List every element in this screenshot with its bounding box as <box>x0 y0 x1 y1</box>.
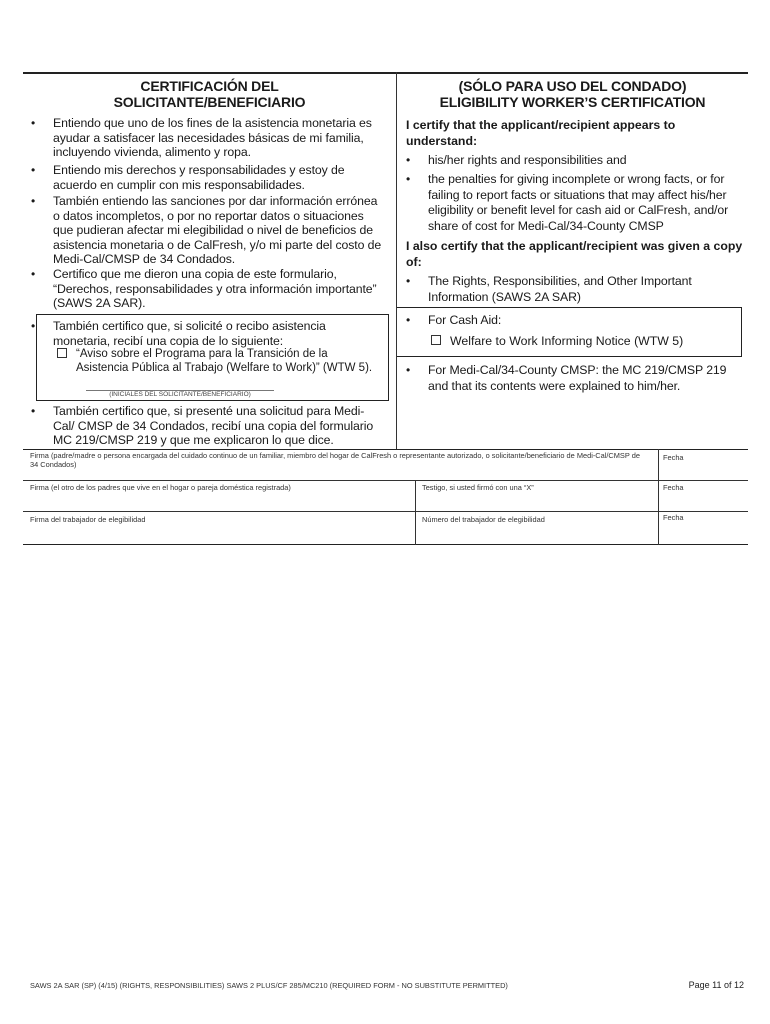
list-item <box>31 116 383 160</box>
table-rule <box>23 480 748 481</box>
list-item <box>406 363 746 394</box>
list-item <box>406 172 746 234</box>
bullet-text: For Medi-Cal/34-County CMSP: the MC 219/CMSP 219 and that its contents were explained to him/her. <box>428 363 727 393</box>
bullet-text: For Cash Aid: <box>428 313 502 327</box>
column-divider <box>396 72 397 449</box>
page-number: Page 11 of 12 <box>688 980 744 990</box>
bullet-icon: • <box>31 319 36 333</box>
certification-statement: I also certify that the applicant/recipient was given a copy of: <box>406 239 743 269</box>
list-item <box>31 163 383 192</box>
signature-field-label: Firma (padre/madre o persona encargada del cuidado continuo de un familiar, miembro del hogar de CalFresh o representante autorizado, o solicitante/beneficiario de Medi-Cal/CMSP de 34 Condados) <box>30 451 640 469</box>
bullet-text: Certifico que me dieron una copia de este formulario, “Derechos, responsabilidades y otra información importante” (SAWS 2A SAR). <box>53 267 377 311</box>
worker-certification-header <box>397 78 748 110</box>
worker-number-label: Número del trabajador de elegibilidad <box>422 515 545 524</box>
top-rule <box>23 72 748 74</box>
list-item <box>406 313 746 328</box>
date-field-label: Fecha <box>663 483 684 492</box>
table-rule <box>23 511 748 512</box>
bullet-icon: • <box>31 267 36 281</box>
bullet-text: the penalties for giving incomplete or wrong facts, or for failing to report facts or situations that may affect his/her eligibility or benefit level for cash aid or CalFresh, and/or share of cost for Medi-Cal/34-County CMSP <box>428 172 729 233</box>
wtw5-checkbox-item <box>76 347 378 375</box>
bullet-icon: • <box>406 313 411 327</box>
bullet-icon: • <box>406 274 411 288</box>
wtw5-checkbox-item <box>450 334 740 348</box>
form-footer-id: SAWS 2A SAR (SP) (4/15) (RIGHTS, RESPONSIBILITIES) SAWS 2 PLUS/CF 285/MC210 (REQUIRED FORM - NO SUBSTITUTE PERMITTED) <box>30 981 508 990</box>
bullet-icon: • <box>31 163 36 177</box>
table-rule <box>658 449 659 545</box>
table-rule <box>415 480 416 545</box>
date-field-label: Fecha <box>663 513 684 522</box>
list-item <box>31 194 383 267</box>
bullet-text: También entiendo las sanciones por dar información errónea o datos incompletos, o por no reportar datos o situaciones que pudieran afectar mi elegibilidad o nivel de beneficios de asistencia monetaria o de CalFresh, y/o mi parte del costo de Medi-Cal/CMSP de 34 Condados. <box>53 194 382 267</box>
list-item <box>406 274 746 305</box>
bullet-text: his/her rights and responsibilities and <box>428 153 627 167</box>
bullet-icon: • <box>31 116 36 130</box>
signature-field-label: Firma (el otro de los padres que vive en el hogar o pareja doméstica registrada) <box>30 483 291 492</box>
bullet-icon: • <box>406 363 411 377</box>
list-item <box>31 404 378 448</box>
header-line: CERTIFICACIÓN DEL <box>140 78 279 94</box>
initials-label: (INICIALES DEL SOLICITANTE/BENEFICIARIO) <box>109 391 251 398</box>
signature-field-label: Firma del trabajador de elegibilidad <box>30 515 146 524</box>
header-line: ELIGIBILITY WORKER’S CERTIFICATION <box>439 94 706 110</box>
header-line: SOLICITANTE/BENEFICIARIO <box>113 94 306 110</box>
bullet-text: También certifico que, si solicité o recibo asistencia monetaria, recibí una copia de lo siguiente: <box>53 319 326 348</box>
bullet-icon: • <box>406 172 411 186</box>
bullet-icon: • <box>31 194 36 208</box>
checkbox[interactable] <box>431 335 441 345</box>
checkbox[interactable] <box>57 348 67 358</box>
bullet-text: Entiendo que uno de los fines de la asistencia monetaria es ayudar a satisfacer las necesidades básicas de mi familia, incluyendo vivienda, alimento y ropa. <box>53 116 372 160</box>
witness-field-label: Testigo, si usted firmó con una “X” <box>422 483 534 492</box>
applicant-certification-header <box>23 78 396 110</box>
list-item <box>31 267 383 311</box>
list-item <box>406 153 746 168</box>
date-field-label: Fecha <box>663 453 684 462</box>
bullet-text: Entiendo mis derechos y responsabilidades y estoy de acuerdo en cumplir con mis responsabilidades. <box>53 163 345 192</box>
certification-statement: I certify that the applicant/recipient appears to understand: <box>406 118 676 148</box>
bullet-icon: • <box>31 404 36 418</box>
bullet-text: También certifico que, si presenté una solicitud para Medi-Cal/ CMSP de 34 Condados, recibí una copia del formulario MC 219/CMSP 219 y que me explicaron lo que dice. <box>53 404 374 448</box>
list-item <box>31 319 353 348</box>
bullet-text: The Rights, Responsibilities, and Other Important Information (SAWS 2A SAR) <box>428 274 692 304</box>
header-line: (SÓLO PARA USO DEL CONDADO) <box>458 78 687 94</box>
bullet-icon: • <box>406 153 411 167</box>
checkbox-label: Welfare to Work Informing Notice (WTW 5) <box>450 334 684 348</box>
checkbox-label: “Aviso sobre el Programa para la Transición de la Asistencia Pública al Trabajo (Welfare to Work)” (WTW 5). <box>76 348 373 374</box>
